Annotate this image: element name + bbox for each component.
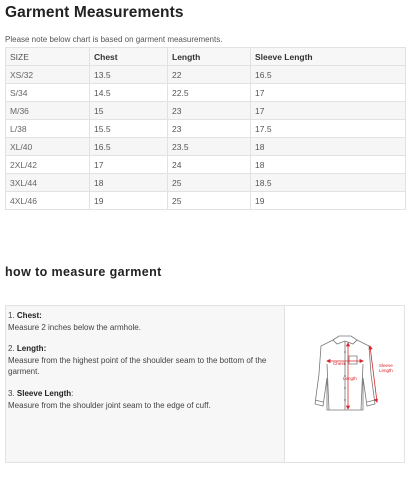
- step-length: [8, 343, 280, 378]
- chest-cell: 17: [90, 156, 168, 174]
- shirt-diagram: [293, 334, 397, 416]
- sleeve-cell: 17: [251, 84, 406, 102]
- chest-cell: 14.5: [90, 84, 168, 102]
- chest-cell: 19: [90, 192, 168, 210]
- sleeve-diagram-label: Sleeve Length: [379, 363, 393, 373]
- step-text: Measure from the shoulder joint seam to the edge of cuff.: [8, 400, 211, 410]
- table-row: [6, 120, 406, 138]
- table-row: [6, 84, 406, 102]
- header-length: Length: [168, 48, 251, 66]
- table-header-row: [6, 48, 406, 66]
- step-text: Measure from the highest point of the shoulder seam to the bottom of the garment.: [8, 355, 267, 376]
- size-cell: M/36: [6, 102, 90, 120]
- length-cell: 23.5: [168, 138, 251, 156]
- table-row: [6, 66, 406, 84]
- step-chest: [8, 310, 280, 333]
- step-colon: :: [71, 389, 74, 398]
- sleeve-cell: 16.5: [251, 66, 406, 84]
- chest-cell: 18: [90, 174, 168, 192]
- shirt-diagram-panel: [285, 306, 404, 462]
- length-cell: 22: [168, 66, 251, 84]
- how-to-measure-heading: how to measure garment: [5, 265, 162, 279]
- table-row: [6, 192, 406, 210]
- chest-diagram-label: Chest: [333, 361, 345, 366]
- sleeve-cell: 18: [251, 138, 406, 156]
- step-name: Chest: [16, 311, 40, 320]
- measure-guide-box: [5, 305, 405, 463]
- size-chart-table: [5, 47, 406, 210]
- size-cell: 4XL/46: [6, 192, 90, 210]
- chart-note: Please note below chart is based on garment measurements.: [5, 35, 223, 44]
- sleeve-cell: 19: [251, 192, 406, 210]
- step-colon: :: [39, 311, 42, 320]
- step-text: Measure 2 inches below the armhole.: [8, 322, 141, 332]
- chest-cell: 16.5: [90, 138, 168, 156]
- length-diagram-label: Length: [343, 376, 357, 381]
- page-title: Garment Measurements: [5, 4, 184, 21]
- header-sleeve-length: Sleeve Length: [251, 48, 406, 66]
- sleeve-cell: 18: [251, 156, 406, 174]
- size-cell: 3XL/44: [6, 174, 90, 192]
- table-row: [6, 138, 406, 156]
- size-cell: XL/40: [6, 138, 90, 156]
- header-size: SIZE: [6, 48, 90, 66]
- table-row: [6, 174, 406, 192]
- size-cell: S/34: [6, 84, 90, 102]
- step-name: Length: [16, 344, 44, 353]
- step-number: 2.: [8, 344, 15, 353]
- length-cell: 23: [168, 120, 251, 138]
- size-cell: L/38: [6, 120, 90, 138]
- length-cell: 25: [168, 192, 251, 210]
- step-name: Sleeve Length: [16, 389, 72, 398]
- step-number: 3.: [8, 389, 15, 398]
- chest-cell: 15: [90, 102, 168, 120]
- step-sleeve-length: [8, 388, 280, 411]
- length-cell: 24: [168, 156, 251, 174]
- header-chest: Chest: [90, 48, 168, 66]
- length-cell: 25: [168, 174, 251, 192]
- size-cell: 2XL/42: [6, 156, 90, 174]
- length-cell: 23: [168, 102, 251, 120]
- table-row: [6, 156, 406, 174]
- length-cell: 22.5: [168, 84, 251, 102]
- size-cell: XS/32: [6, 66, 90, 84]
- sleeve-cell: 18.5: [251, 174, 406, 192]
- table-row: [6, 102, 406, 120]
- shirt-outline: [315, 336, 375, 410]
- sleeve-cell: 17: [251, 102, 406, 120]
- chest-cell: 15.5: [90, 120, 168, 138]
- measure-steps-panel: [6, 306, 285, 462]
- step-number: 1.: [8, 311, 15, 320]
- sleeve-cell: 17.5: [251, 120, 406, 138]
- step-colon: :: [43, 344, 47, 353]
- chest-cell: 13.5: [90, 66, 168, 84]
